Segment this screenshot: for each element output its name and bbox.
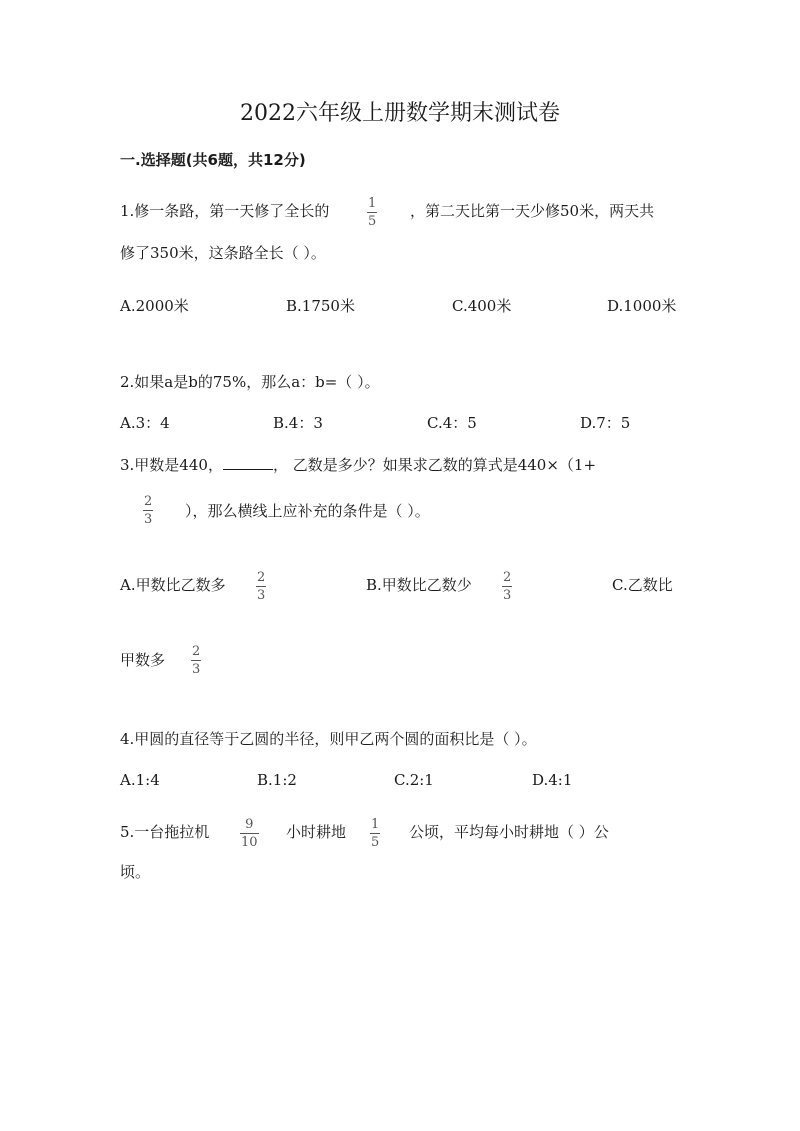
q5-text-middle: 小时耕地 (286, 823, 347, 841)
fraction-numerator: 2 (144, 494, 153, 509)
q3-option-c-start[interactable]: C.乙数比 (612, 576, 673, 594)
q1-option-b[interactable]: B.1750米 (286, 297, 355, 315)
fraction-denominator: 3 (503, 588, 512, 603)
q2-option-c[interactable]: C.4：5 (427, 414, 477, 432)
fraction-numerator: 2 (503, 570, 512, 585)
q3-text-part1: 3.甲数是440， (120, 456, 223, 474)
q4-text: 4.甲圆的直径等于乙圆的半径，则甲乙两个圆的面积比是（ ）。 (120, 730, 537, 748)
q3-text-part2: ， 乙数是多少？如果求乙数的算式是440×（1+ (272, 456, 597, 474)
fraction-denominator: 5 (371, 835, 380, 850)
q5-fraction-hours (240, 817, 259, 850)
q2-option-a[interactable]: A.3：4 (120, 414, 170, 432)
q4-option-a[interactable]: A.1:4 (120, 771, 160, 789)
q3-option-a-fraction (256, 570, 266, 603)
answer-blank (223, 455, 273, 470)
fraction-numerator: 1 (371, 817, 380, 832)
q1-option-a[interactable]: A.2000米 (120, 297, 189, 315)
q4-option-d[interactable]: D.4:1 (532, 771, 573, 789)
q3-text-end: ），那么横线上应补充的条件是（ ）。 (185, 502, 430, 520)
q3-option-c-end[interactable]: 甲数多 (120, 651, 166, 669)
q5-text-start: 5.一台拖拉机 (120, 823, 210, 841)
q1-option-d[interactable]: D.1000米 (607, 297, 677, 315)
fraction-numerator: 2 (192, 644, 201, 659)
q3-text-start (120, 455, 596, 475)
q5-text-end: 公顷，平均每小时耕地（ ）公 (409, 823, 609, 841)
q3-option-a[interactable]: A.甲数比乙数多 (120, 576, 226, 594)
q1-fraction (367, 196, 377, 229)
q5-fraction-hectares (370, 817, 380, 850)
fraction-denominator: 5 (368, 214, 377, 229)
section-heading: 一.选择题(共6题，共12分) (120, 151, 306, 169)
fraction-denominator: 10 (241, 835, 258, 850)
q3-option-b[interactable]: B.甲数比乙数少 (366, 576, 472, 594)
q3-option-b-fraction (502, 570, 512, 603)
fraction-numerator: 9 (245, 817, 254, 832)
q3-option-c-fraction (191, 644, 201, 677)
fraction-denominator: 3 (257, 588, 266, 603)
fraction-denominator: 3 (192, 662, 201, 677)
q5-text-wrap: 顷。 (120, 863, 151, 881)
q1-text-end: 修了350米，这条路全长（ ）。 (120, 244, 326, 262)
page-title: 2022六年级上册数学期末测试卷 (240, 101, 560, 126)
q4-option-b[interactable]: B.1:2 (257, 771, 297, 789)
fraction-numerator: 2 (257, 570, 266, 585)
q3-fraction (143, 494, 153, 527)
q2-text: 2.如果a是b的75%，那么a：b=（ ）。 (120, 373, 380, 391)
q4-option-c[interactable]: C.2:1 (394, 771, 434, 789)
q2-option-b[interactable]: B.4：3 (273, 414, 323, 432)
q1-text-middle: ，第二天比第一天少修50米，两天共 (410, 202, 655, 220)
q2-option-d[interactable]: D.7：5 (580, 414, 631, 432)
q1-option-c[interactable]: C.400米 (452, 297, 512, 315)
fraction-denominator: 3 (144, 512, 153, 527)
fraction-numerator: 1 (368, 196, 377, 211)
q1-text-start: 1.修一条路，第一天修了全长的 (120, 202, 330, 220)
